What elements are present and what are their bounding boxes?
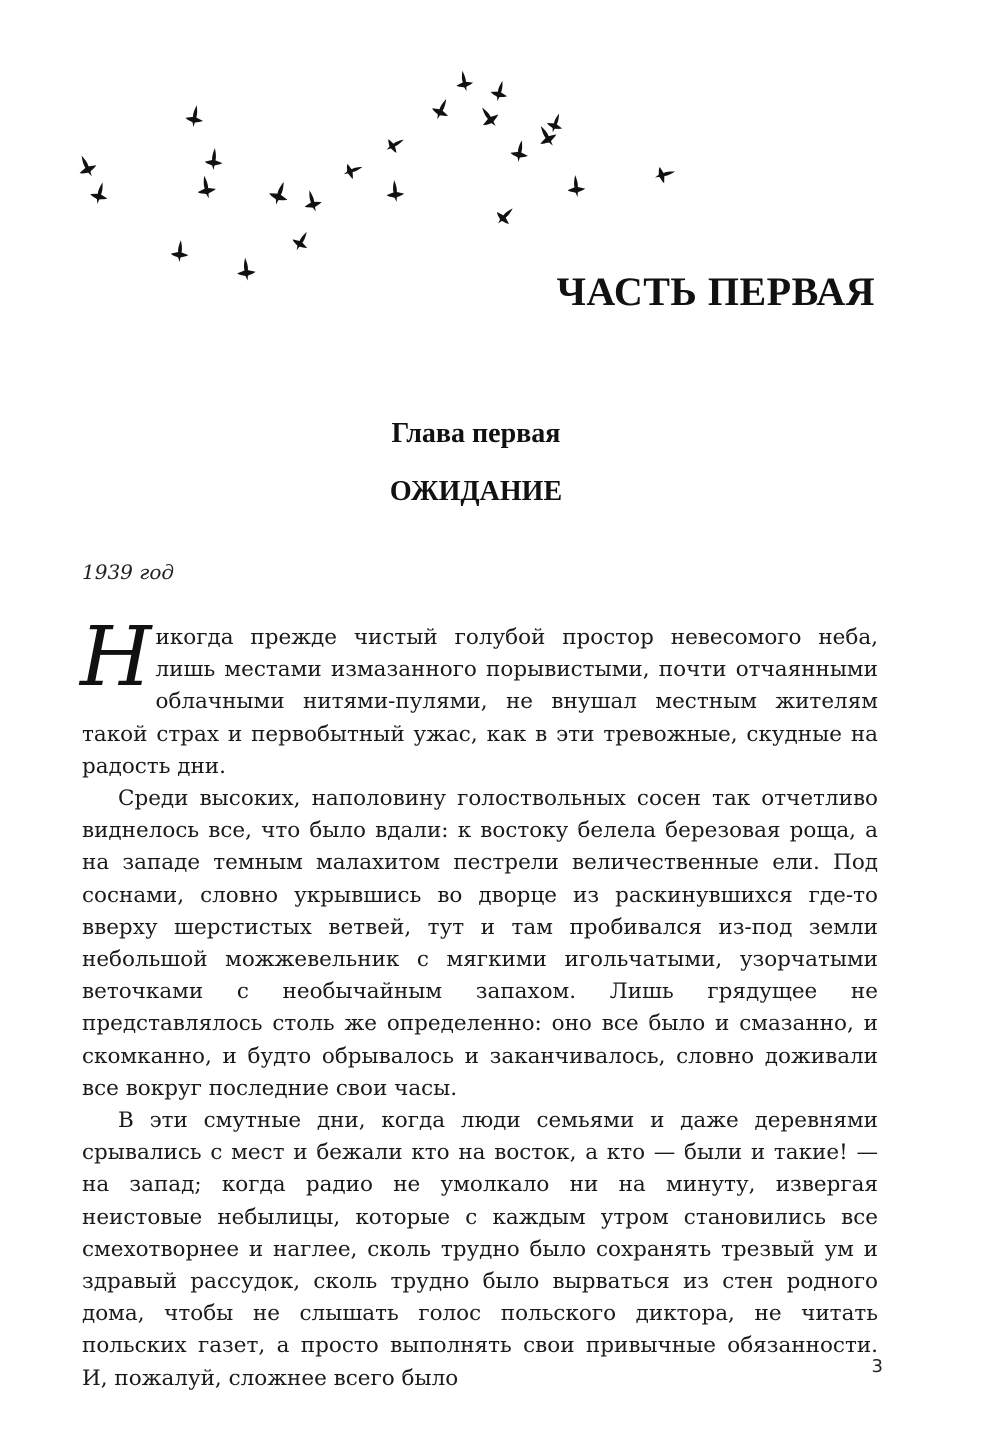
chapter-subtitle: ОЖИДАНИЕ (389, 476, 563, 507)
paragraph: Среди высоких, наполовину голоствольных сосен так отчетливо виднелось все, что было вдали: к востоку белела березовая роща, а на западе темным малахитом пестрели величественные ели. Под соснами, словно укрывшись во дворце из раскинувшихся где-то вверху шерстистых ветвей, тут и там пробивался из-под земли небольшой можжевельник с мягкими игольчатыми, узорчатыми веточками с необычайным запахом. Лишь грядущее не представлялось столь же определенно: оно все было и смазанно, и скомканно, и будто обрывалось и заканчивалось, словно доживали все вокруг последние свои часы. (82, 786, 878, 1101)
bird-icon (385, 179, 404, 202)
drop-cap: Н (80, 610, 152, 705)
bird-icon (266, 179, 292, 208)
bird-icon (170, 239, 189, 262)
bird-icon (289, 228, 314, 255)
bird-icon (492, 202, 519, 229)
chapter-title: Глава первая (391, 418, 561, 449)
bird-icon (382, 133, 407, 157)
body-text (80, 610, 878, 1395)
bird-icon (88, 180, 111, 206)
bird-icon (475, 102, 503, 131)
dateline: 1939 год (82, 560, 175, 584)
bird-icon (545, 111, 567, 135)
paragraph: В эти смутные дни, когда люди семьями и даже деревнями срывались с мест и бежали кто на восток, а кто — были и такие! — на запад; когда радио не умолкало ни на минуту, извергая неистовые небылицы, которые с каждым утром становились все смехотворнее и наглее, сколь трудно было сохранять трезвый ум и здравый рассудок, сколь трудно было вырваться из стен родного дома, чтобы не слышать голос польского диктора, не читать польских газет, а просто выполнять свои привычные обязанности. И, пожалуй, сложнее всего было (82, 1108, 878, 1391)
bird-icon (341, 159, 365, 181)
bird-icon (73, 152, 99, 181)
bird-icon (236, 257, 256, 282)
bird-icon (429, 95, 454, 122)
part-title: ЧАСТЬ ПЕРВАЯ (556, 269, 875, 314)
bird-icon (653, 163, 678, 185)
bird-icon (301, 188, 324, 214)
flock-of-birds-icon (60, 60, 700, 290)
bird-icon (566, 174, 585, 197)
bird-icon (184, 104, 205, 129)
paragraph-text: икогда прежде чистый голубой простор невесомого неба, лишь местами измазанного порывистыми, почти отчаянными облачными нитями-пулями, не внушал местным жителям такой страх и первобытный ужас, как в эти тревожные, скудные на радость дни. (82, 625, 878, 779)
bird-icon (509, 139, 530, 164)
bird-icon (195, 174, 217, 200)
bird-icon (454, 69, 474, 93)
page-number: 3 (871, 1356, 883, 1377)
bird-icon (204, 147, 223, 170)
bird-icon (489, 79, 511, 104)
paragraph (80, 610, 878, 783)
